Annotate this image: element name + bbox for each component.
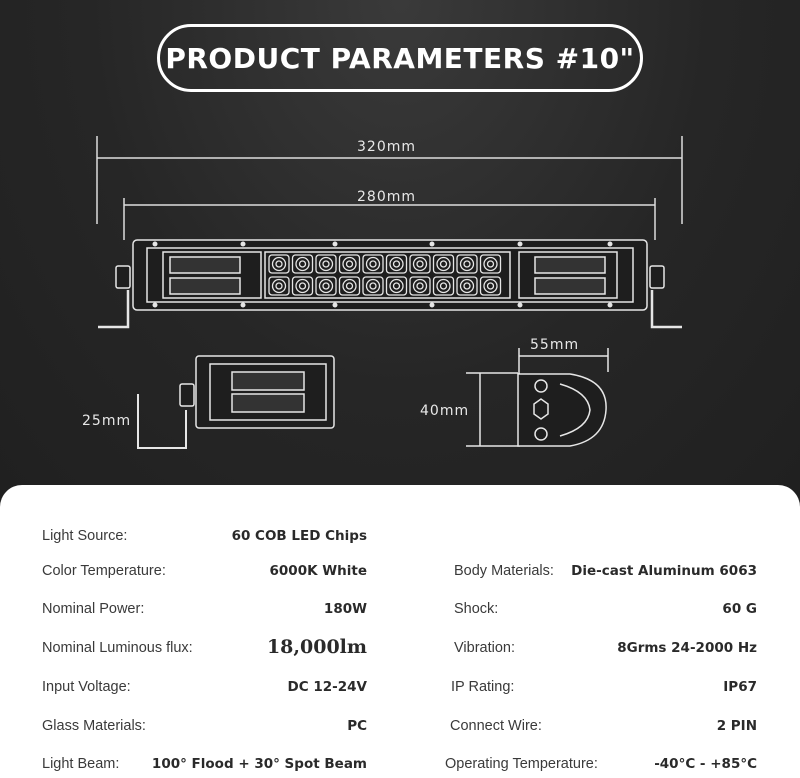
spec-value: 100° Flood + 30° Spot Beam	[151, 756, 367, 772]
mount-length-label: 280mm	[357, 189, 416, 205]
spec-value: 8Grms 24-2000 Hz	[617, 640, 757, 656]
spec-value: 60 COB LED Chips	[231, 528, 367, 544]
spec-label: Light Source:	[42, 528, 128, 544]
screw	[333, 242, 338, 247]
screw	[430, 303, 435, 308]
screw	[153, 242, 158, 247]
spec-value: 6000K White	[269, 563, 367, 579]
spec-value: PC	[347, 718, 367, 734]
spec-value: 180W	[323, 601, 367, 617]
screw	[333, 303, 338, 308]
screw	[518, 242, 523, 247]
profile-height-label: 40mm	[420, 403, 470, 419]
spec-value: IP67	[723, 679, 757, 695]
spec-label: Nominal Luminous flux:	[42, 640, 193, 656]
spec-value: 2 PIN	[716, 718, 757, 734]
light-bar-profile-view	[466, 348, 608, 446]
spec-label: Connect Wire:	[450, 718, 542, 734]
screw	[608, 242, 613, 247]
screw	[153, 303, 158, 308]
spec-label: Vibration:	[454, 640, 515, 656]
spec-label: Light Beam:	[42, 756, 120, 772]
spec-label: Nominal Power:	[42, 601, 145, 617]
screw	[430, 242, 435, 247]
spec-label: Shock:	[454, 601, 499, 617]
spec-value: -40°C - +85°C	[654, 756, 757, 772]
screw	[518, 303, 523, 308]
screw	[608, 303, 613, 308]
light-bar-side-view	[138, 356, 334, 448]
spec-label: Glass Materials:	[42, 718, 146, 734]
profile-depth-label: 55mm	[530, 337, 580, 353]
screw	[241, 242, 246, 247]
overall-length-label: 320mm	[357, 139, 416, 155]
spec-value: DC 12-24V	[287, 679, 367, 695]
spec-value: Die-cast Aluminum 6063	[571, 563, 757, 579]
side-height-label: 25mm	[82, 413, 132, 429]
page-title: PRODUCT PARAMETERS #10"	[165, 41, 635, 75]
spec-value: 60 G	[722, 601, 757, 617]
spec-label: Color Temperature:	[42, 563, 166, 579]
spec-panel	[0, 485, 800, 778]
screw	[241, 303, 246, 308]
spec-label: Operating Temperature:	[445, 756, 598, 772]
spec-label: Body Materials:	[454, 563, 554, 579]
spec-label: Input Voltage:	[42, 679, 131, 695]
spec-value: 18,000lm	[266, 636, 367, 658]
spec-label: IP Rating:	[451, 679, 515, 695]
